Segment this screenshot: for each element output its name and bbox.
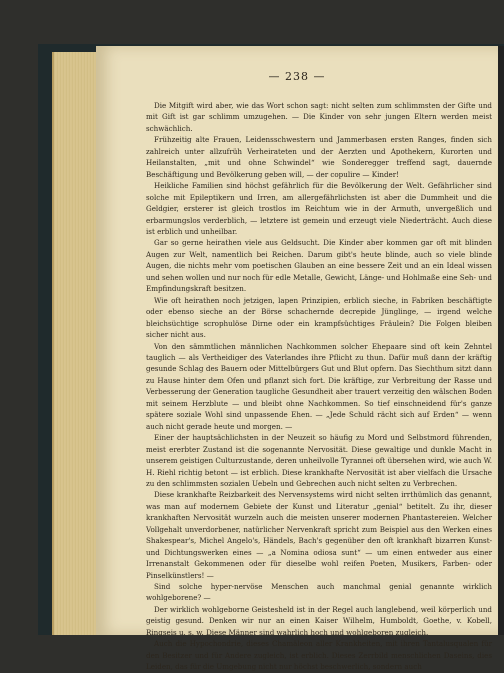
paragraph: Gar so gerne heirathen viele aus Geldsucht. Die Kinder aber kommen gar oft mit blinden Augen zur Welt, namentlich bei Reichen. Darum gibt's heute blinde, auch so viele blinde Augen, die nichts mehr vom poetischen Glauben an eine bessere Zeit und an ein Ideal wissen und sehen wollen und nur noch für edle Metalle, Gewicht, Länge- und Hohlmaße eine Seh- und Empfindungskraft besitzen. bbox=[146, 238, 492, 294]
page-number: — 238 — bbox=[268, 70, 326, 83]
paragraph: Heikliche Familien sind höchst gefährlich für die Bevölkerung der Welt. Gefährlicher sind solche mit Epileptikern und Irren, am allergefährlichsten ist aber die Dummheit und die Geldgier, ersterer ist gleich trostlos im Reichtum wie in der Armuth, unvergeßlich und erbarmungslos verderblich, — letztere ist gemein und erzeugt viele Niederträcht. Auch diese ist erblich und unheilbar. bbox=[146, 181, 492, 236]
right-border bbox=[498, 46, 504, 635]
paragraph: Die Mitgift wird aber, wie das Wort schon sagt: nicht selten zum schlimmsten der Gifte und mit Gift ist gar schlimm umzugehen. — Die Kinder von sehr jungen Eltern werden meist schwächlich. bbox=[146, 101, 492, 133]
body-text bbox=[146, 100, 492, 673]
paragraph: Von den sämmtlichen männlichen Nachkommen solcher Ehepaare sind oft kein Zehntel tauglich — als Vertheidiger des Vaterlandes ihre Pflicht zu thun. Dafür muß dann der kräftig gesunde Schlag des Bauern oder Mittelbürgers Gut und Blut opfern. Das Siechthum sitzt dann zu Hause hinter dem Ofen und pflanzt sich fort. Die kräftige, zur Verbreitung der Rasse und Verbesserung der Generation taugliche Gesundheit aber trauert verzeitig den wälschen Boden mit seinem Herzblute — und bleibt ohne Nachkommen. So tief einschneidend für's ganze spätere soziale Wohl sind unpassende Ehen. — „Jede Schuld rächt sich auf Erden“ — wenn auch nicht gerade heute und morgen. — bbox=[146, 341, 492, 431]
paragraph: Einer der hauptsächlichsten in der Neuzeit so häufig zu Mord und Selbstmord führenden, meist ererbter Zustand ist die sogenannte Nervosität. Diese gewaltige und dunkle Macht in unserem geistigen Culturzustande, deren unheilvolle Tyrannei oft übersehen wird, wie auch W. H. Riehl richtig betont — ist erblich. Diese krankhafte Nervosität ist aber vielfach die Ursache zu den schlimmsten sozialen Uebeln und Gebrechen auch nicht selten zu Verbrechen. bbox=[146, 433, 492, 488]
paragraph: Frühzeitig alte Frauen, Leidensschwestern und Jammerbasen ersten Ranges, finden sich zahlreich unter allzufrüh Verheirateten und der Aerzten und Apothekern, Kurorten und Heilanstalten, „mit und ohne Schwindel“ wie Sonderegger treffend sagt, dauernde Beschäftigung und Bevölkerung geben will, — der copulire — Kinder! bbox=[146, 135, 492, 179]
paragraph: Sind solche hyper-nervöse Menschen auch manchmal genial genannte wirklich wohlgeborene? — bbox=[146, 582, 492, 603]
paragraph: Auch die Hypochondrie, dieses Chamäleon aller Krankheiten, mit ihren Tantalusqualen für den Besitzer und für Andere zugleich, ist erblich. Dieses Zerrbild menschlichen Daseins, dies Leiden, das für die Umgebung nicht nur höchst beschwerlich, sondern auch bbox=[146, 639, 492, 672]
paragraph: Der wirklich wohlgeborne Geistesheld ist in der Regel auch langlebend, weil körperlich und geistig gesund. Denken wir nur an einen Kaiser Wilhelm, Humboldt, Goethe, v. Kobell, Ringseis u. s. w. Diese Männer sind wahrlich hoch und wohlgeboren zugleich. bbox=[146, 604, 492, 637]
paragraph: Wie oft heirathen noch jetzigen, lapen Prinzipien, erblich sieche, in Fabriken beschäftigte oder ebenso sieche an der Börse schachernde decrepide Jünglinge, — irgend welche bleichsüchtige scrophulöse Dirne oder ein krampfsüchtiges Fräulein? Die Folgen bleiben sicher nicht aus. bbox=[146, 295, 492, 340]
page-edges bbox=[52, 52, 102, 635]
paragraph: Diese krankhafte Reizbarkeit des Nervensystems wird nicht selten irrthümlich das genannt, was man auf modernem Gebiete der Kunst und Literatur „genial“ betitelt. Zu ihr, dieser krankhaften Nervosität wurzeln auch die meisten unserer modernen Phantastereien. Welcher Vollgehalt unverdorbener, natürlicher Nervenkraft spricht zum Beispiel aus den Werken eines Shakespear's, Michel Angelo's, Händels, Bach's gegenüber den oft krankhaft bizarren Kunst- und Dichtungswerken eines — „a Nomina odiosa sunt“ — um einen entweder aus einer Irrenanstalt Gekommenen oder für dieselbe wohl reifen Poeten, Musikers, Farben- oder Pinselkünstlers! — bbox=[146, 490, 492, 580]
